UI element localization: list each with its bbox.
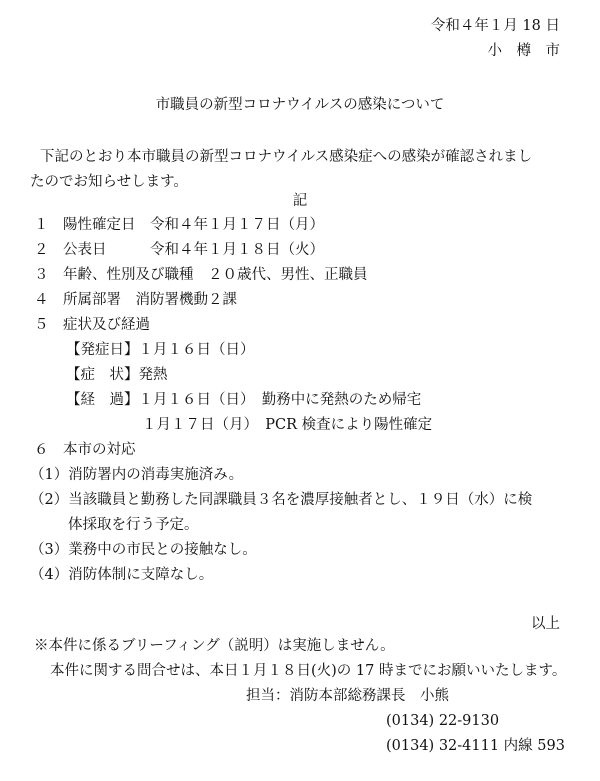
- response-item-1: （1）消防署内の消毒実施済み。: [30, 467, 244, 483]
- course-line-2: １月１７日（月） PCR 検査により陽性確定: [142, 417, 433, 433]
- issuer: 小 樽 市: [487, 43, 560, 59]
- item-symptoms-heading: ５ 症状及び経過: [34, 317, 150, 333]
- response-item-4: （4）消防体制に支障なし。: [30, 567, 214, 583]
- closing-mark: 以上: [531, 616, 560, 632]
- intro-line-2: たのでお知らせします。: [30, 174, 188, 190]
- item-announce-date: ２ 公表日 令和４年１月１８日（火）: [34, 242, 324, 258]
- item-profile: ３ 年齢、性別及び職種 ２０歳代、男性、正職員: [34, 267, 368, 283]
- briefing-note: ※本件に係るブリーフィング（説明）は実施しません。: [34, 638, 395, 654]
- response-item-2-cont: 体採取を行う予定。: [68, 517, 199, 533]
- document-date: 令和４年１月 18 日: [430, 18, 560, 34]
- intro-line-1: 下記のとおり本市職員の新型コロナウイルス感染症への感染が確認されまし: [40, 149, 533, 165]
- response-item-2: （2）当該職員と勤務した同課職員３名を濃厚接触者とし、１９日（水）に検: [30, 492, 533, 508]
- course-line-1: 【経 過】１月１６日（日） 勤務中に発熱のため帰宅: [66, 392, 422, 408]
- inquiry-note: 本件に関する問合せは、本日１月１８日(火)の 17 時までにお願いいたします。: [50, 663, 567, 679]
- response-heading: ６ 本市の対応: [34, 442, 136, 458]
- response-item-3: （3）業務中の市民との接触なし。: [30, 542, 257, 558]
- item-department: ４ 所属部署 消防署機動２課: [34, 292, 237, 308]
- symptom-detail: 【症 状】発熱: [66, 367, 168, 383]
- contact-phone-1: (0134) 22-9130: [386, 713, 500, 729]
- contact-person: 担当：消防本部総務課長 小熊: [246, 688, 449, 704]
- contact-phone-2: (0134) 32-4111 内線 593: [386, 738, 565, 754]
- symptom-onset: 【発症日】１月１６日（日）: [66, 342, 255, 358]
- item-positive-date: １ 陽性確定日 令和４年１月１７日（月）: [34, 217, 324, 233]
- document-title: 市職員の新型コロナウイルスの感染について: [155, 97, 445, 113]
- ki-marker: 記: [292, 193, 308, 209]
